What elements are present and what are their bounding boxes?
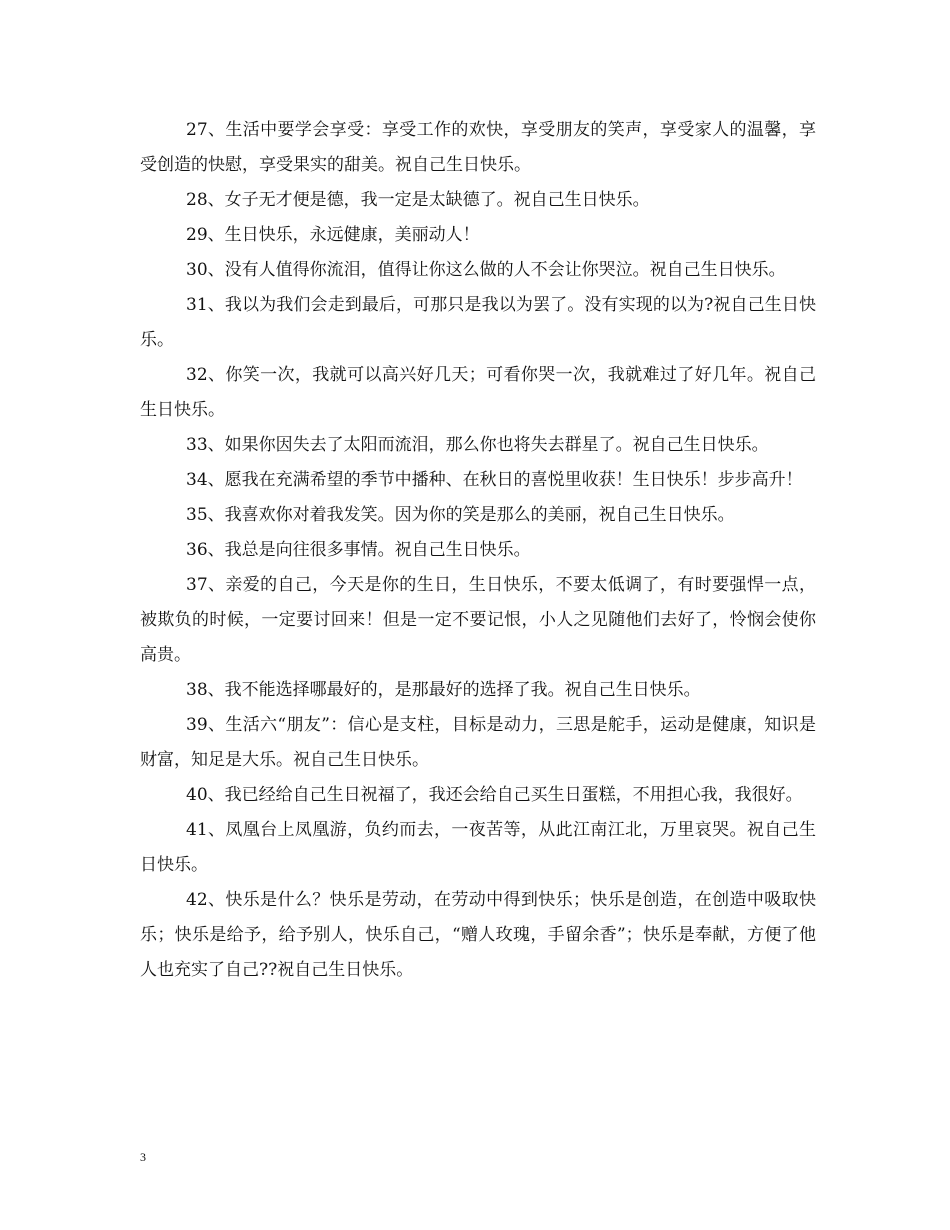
- paragraph-37: 37、亲爱的自己，今天是你的生日，生日快乐，不要太低调了，有时要强悍一点，被欺负的时候，一定要讨回来！但是一定不要记恨，小人之见随他们去好了，怜悯会使你高贵。: [140, 575, 816, 665]
- paragraph-38: 38、我不能选择哪最好的，是那最好的选择了我。祝自己生日快乐。: [186, 680, 701, 700]
- paragraph-35: 35、我喜欢你对着我发笑。因为你的笑是那么的美丽，祝自己生日快乐。: [186, 505, 735, 525]
- paragraph-36: 36、我总是向往很多事情。祝自己生日快乐。: [186, 540, 531, 560]
- paragraph-40: 40、我已经给自己生日祝福了，我还会给自己买生日蛋糕，不用担心我，我很好。: [186, 785, 803, 805]
- paragraph-31: 31、我以为我们会走到最后，可那只是我以为罢了。没有实现的以为?祝自己生日快乐。: [140, 295, 816, 350]
- paragraph-41: 41、凤凰台上凤凰游，负约而去，一夜苦等，从此江南江北，万里哀哭。祝自己生日快乐。: [140, 820, 816, 875]
- paragraph-29: 29、生日快乐，永远健康，美丽动人！: [186, 225, 480, 245]
- paragraph-30: 30、没有人值得你流泪，值得让你这么做的人不会让你哭泣。祝自己生日快乐。: [186, 260, 786, 280]
- page-number: 3: [140, 1150, 146, 1164]
- paragraph-33: 33、如果你因失去了太阳而流泪，那么你也将失去群星了。祝自己生日快乐。: [186, 435, 769, 455]
- paragraph-34: 34、愿我在充满希望的季节中播种、在秋日的喜悦里收获！生日快乐！步步高升！: [186, 470, 803, 490]
- paragraph-39: 39、生活六“朋友”：信心是支柱，目标是动力，三思是舵手，运动是健康，知识是财富，知足是大乐。祝自己生日快乐。: [140, 715, 816, 770]
- paragraph-32: 32、你笑一次，我就可以高兴好几天；可看你哭一次，我就难过了好几年。祝自己生日快乐。: [140, 365, 816, 420]
- document-body: [140, 113, 816, 988]
- paragraph-27: 27、生活中要学会享受：享受工作的欢快，享受朋友的笑声，享受家人的温馨，享受创造的快慰，享受果实的甜美。祝自己生日快乐。: [140, 120, 816, 175]
- paragraph-42: 42、快乐是什么？快乐是劳动，在劳动中得到快乐；快乐是创造，在创造中吸取快乐；快乐是给予，给予别人，快乐自己，“赠人玫瑰，手留余香”；快乐是奉献，方便了他人也充实了自己??祝自己生日快乐。: [140, 890, 816, 980]
- paragraph-28: 28、女子无才便是德，我一定是太缺德了。祝自己生日快乐。: [186, 190, 650, 210]
